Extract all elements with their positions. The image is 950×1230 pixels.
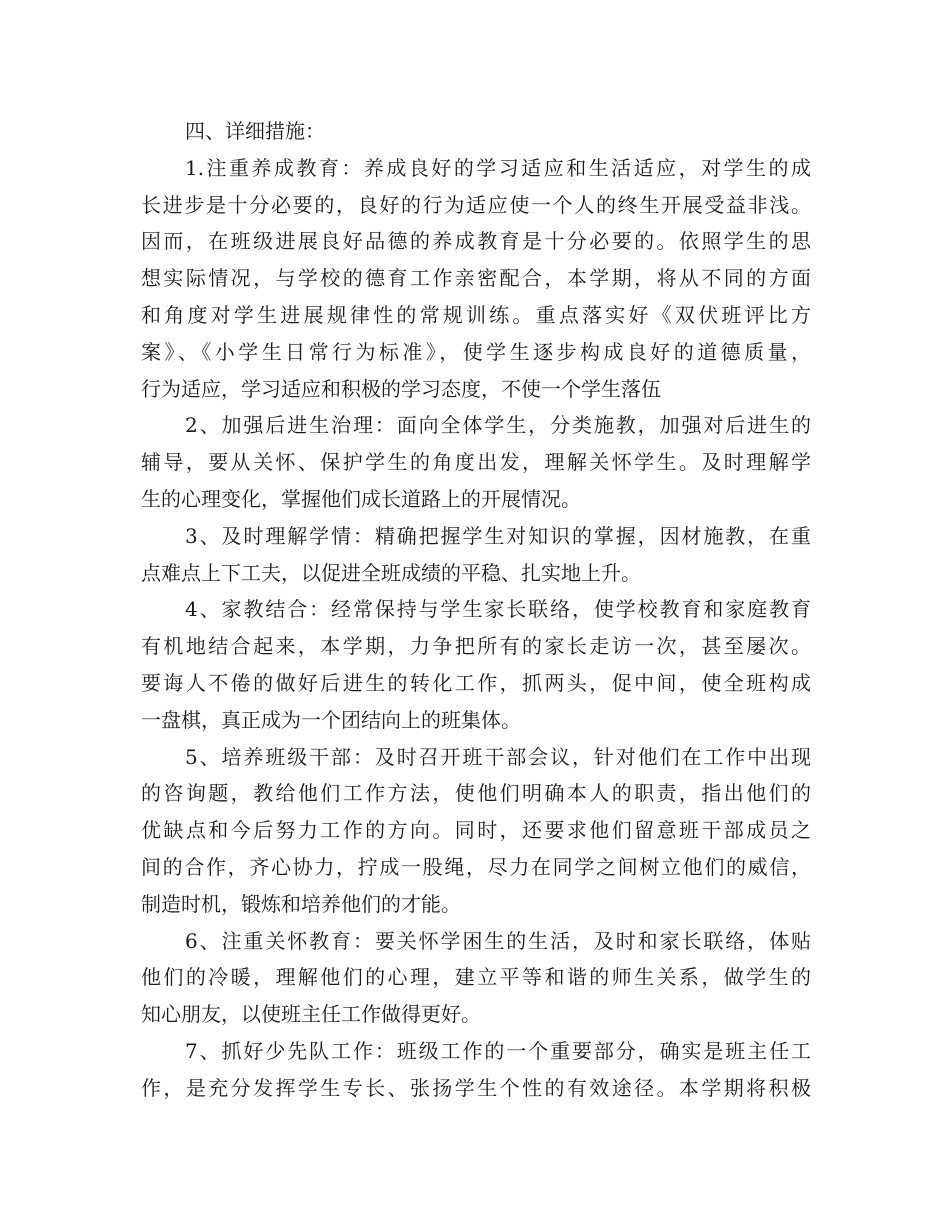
text-line: 和角度对学生进展规律性的常规训练。重点落实好《双伏班评比方 <box>141 302 811 327</box>
text-line: 他们的冷暖，理解他们的心理，建立平等和谐的师生关系，做学生的 <box>141 965 811 990</box>
text-line: 5、培养班级干部：及时召开班干部会议，针对他们在工作中出现 <box>185 744 811 769</box>
text-line: 生的心理变化，掌握他们成长道路上的开展情况。 <box>141 486 581 511</box>
text-line: 辅导，要从关怀、保护学生的角度出发，理解关怀学生。及时理解学 <box>141 450 811 475</box>
text-line: 7、抓好少先队工作：班级工作的一个重要部分，确实是班主任工 <box>185 1038 811 1063</box>
text-line: 点难点上下工夫，以促进全班成绩的平稳、扎实地上升。 <box>141 560 641 585</box>
text-line: 有机地结合起来，本学期，力争把所有的家长走访一次，甚至屡次。 <box>141 634 811 659</box>
text-line: 6、注重关怀教育：要关怀学困生的生活，及时和家长联络，体贴 <box>185 928 811 953</box>
text-line: 要诲人不倦的做好后进生的转化工作，抓两头，促中间，使全班构成 <box>141 670 811 695</box>
text-line: 优缺点和今后努力工作的方向。同时，还要求他们留意班干部成员之 <box>141 818 811 843</box>
text-line: 1.注重养成教育：养成良好的学习适应和生活适应，对学生的成 <box>185 155 811 180</box>
text-line: 案》、《小学生日常行为标准》，使学生逐步构成良好的道德质量， <box>141 339 811 364</box>
text-line: 2、加强后进生治理：面向全体学生，分类施教，加强对后进生的 <box>185 413 811 438</box>
text-line: 想实际情况，与学校的德育工作亲密配合，本学期，将从不同的方面 <box>141 266 811 291</box>
text-line: 知心朋友，以使班主任工作做得更好。 <box>141 1002 481 1027</box>
text-line: 间的合作，齐心协力，拧成一股绳，尽力在同学之间树立他们的威信， <box>141 854 811 879</box>
text-line: 一盘棋，真正成为一个团结向上的班集体。 <box>141 707 521 732</box>
text-line: 制造时机，锻炼和培养他们的才能。 <box>141 891 461 916</box>
text-line: 作，是充分发挥学生专长、张扬学生个性的有效途径。本学期将积极 <box>141 1075 811 1100</box>
text-line: 4、家教结合：经常保持与学生家长联络，使学校教育和家庭教育 <box>185 597 811 622</box>
text-line: 的咨询题，教给他们工作方法，使他们明确本人的职责，指出他们的 <box>141 781 811 806</box>
text-line: 行为适应，学习适应和积极的学习态度，不使一个学生落伍 <box>141 376 661 401</box>
text-line: 四、详细措施： <box>185 119 325 143</box>
text-line: 因而，在班级进展良好品德的养成教育是十分必要的。依照学生的思 <box>141 229 811 254</box>
document-body <box>141 113 811 1107</box>
text-line: 长进步是十分必要的，良好的行为适应使一个人的终生开展受益非浅。 <box>141 192 811 217</box>
text-line: 3、及时理解学情：精确把握学生对知识的掌握，因材施教，在重 <box>185 523 811 548</box>
